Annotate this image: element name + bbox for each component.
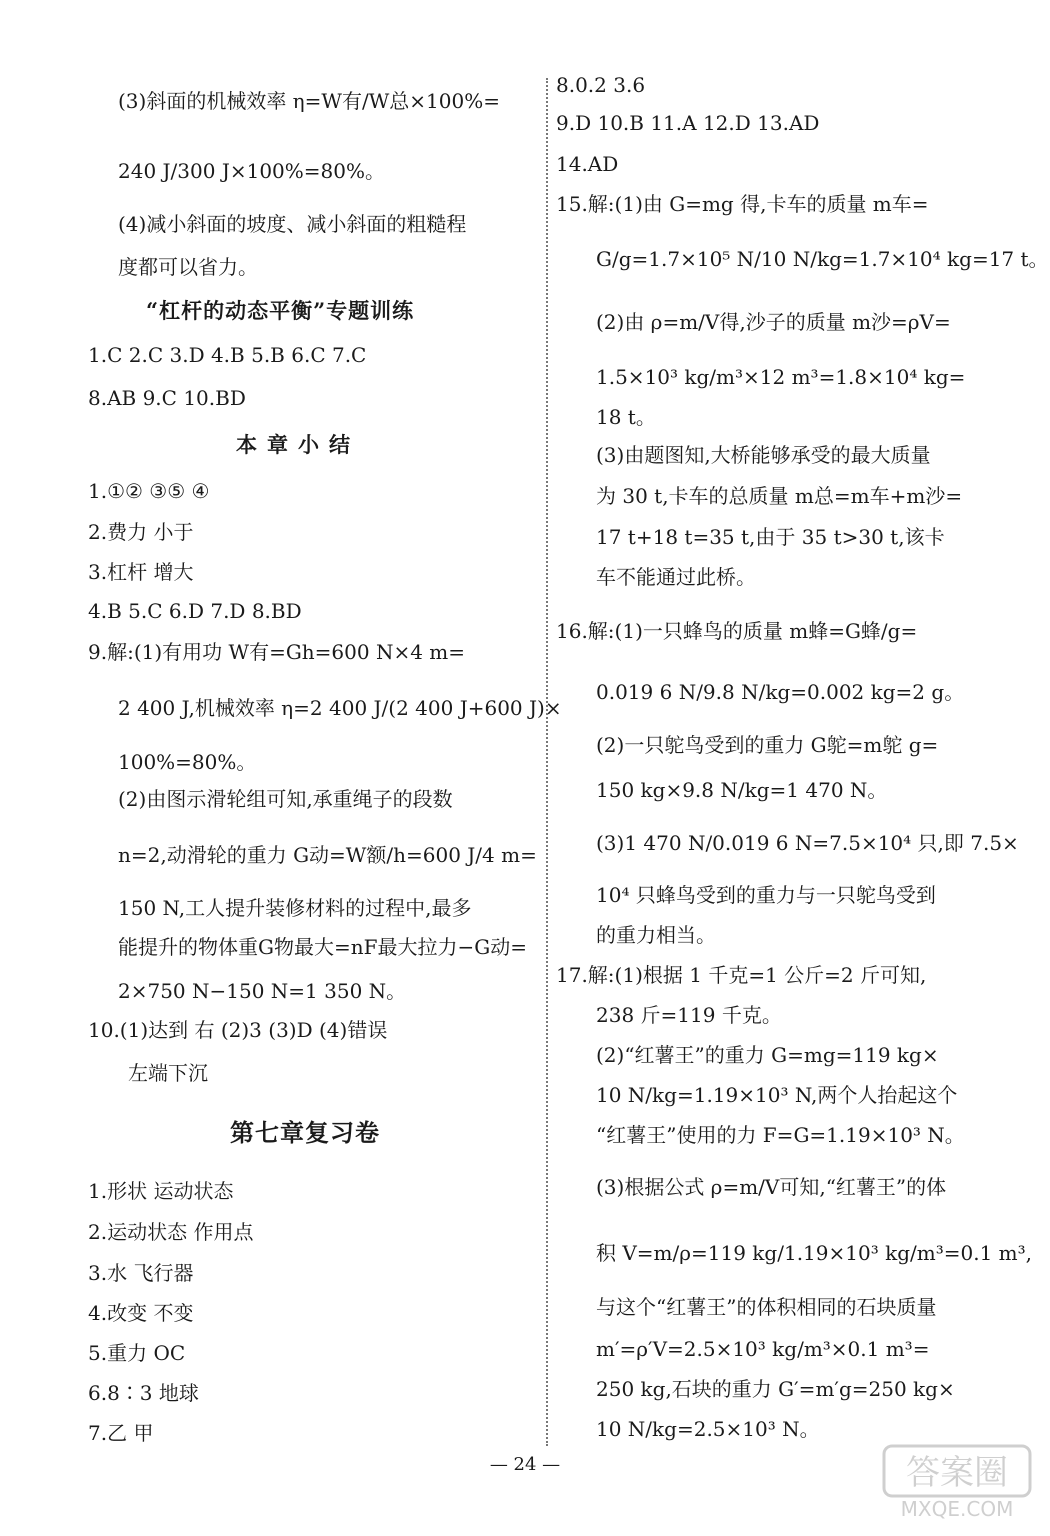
answer-line: 6.8∶3 地球 <box>88 1381 199 1405</box>
answer-line: (3)1 470 N/0.019 6 N=7.5×10⁴ 只,即 7.5× <box>596 831 1019 855</box>
answer-line: 0.019 6 N/9.8 N/kg=0.002 kg=2 g。 <box>596 680 965 704</box>
answer-line: 3.水 飞行器 <box>88 1261 194 1285</box>
answer-line: m′=ρ′V=2.5×10³ kg/m³×0.1 m³= <box>596 1337 930 1361</box>
section-heading: “杠杆的动态平衡”专题训练 <box>146 298 415 323</box>
page-number: — 24 — <box>489 1454 561 1475</box>
answer-line: 18 t。 <box>596 405 656 429</box>
answer-line: G/g=1.7×10⁵ N/10 N/kg=1.7×10⁴ kg=17 t。 <box>596 247 1049 271</box>
answer-line: 车不能通过此桥。 <box>596 565 756 589</box>
answer-line: 1.5×10³ kg/m³×12 m³=1.8×10⁴ kg= <box>596 365 966 389</box>
answer-line: 14.AD <box>556 152 619 176</box>
answer-line: 与这个“红薯王”的体积相同的石块质量 <box>596 1295 937 1319</box>
answer-line: 17.解:(1)根据 1 千克=1 公斤=2 斤可知, <box>556 963 927 987</box>
answer-line: 2 400 J,机械效率 η=2 400 J/(2 400 J+600 J)× <box>118 696 562 720</box>
answer-line: 8.AB 9.C 10.BD <box>88 386 246 410</box>
svg-text:答案圈: 答案圈 <box>906 1453 1008 1493</box>
answer-line: 15.解:(1)由 G=mg 得,卡车的质量 m车= <box>556 192 929 216</box>
answer-line: (3)由题图知,大桥能够承受的最大质量 <box>596 443 931 467</box>
answer-line: n=2,动滑轮的重力 G动=W额/h=600 J/4 m= <box>118 843 537 867</box>
answer-line: 1.形状 运动状态 <box>88 1179 234 1203</box>
answer-line: “红薯王”使用的力 F=G=1.19×10³ N。 <box>596 1123 965 1147</box>
answer-line: (4)减小斜面的坡度、减小斜面的粗糙程 <box>118 212 467 236</box>
answer-line: 2.费力 小于 <box>88 520 194 544</box>
answer-line: 250 kg,石块的重力 G′=m′g=250 kg× <box>596 1377 955 1401</box>
answer-line: 2×750 N−150 N=1 350 N。 <box>118 979 407 1003</box>
answer-line: 10 N/kg=1.19×10³ N,两个人抬起这个 <box>596 1083 958 1107</box>
answer-line: 238 斤=119 千克。 <box>596 1003 782 1027</box>
answer-line: 4.B 5.C 6.D 7.D 8.BD <box>88 599 302 623</box>
answer-line: 10 N/kg=2.5×10³ N。 <box>596 1417 820 1441</box>
answer-line: 2.运动状态 作用点 <box>88 1220 254 1244</box>
answer-line: 17 t+18 t=35 t,由于 35 t>30 t,该卡 <box>596 525 945 549</box>
answer-line: 1.①② ③⑤ ④ <box>88 479 210 503</box>
answer-line: 7.乙 甲 <box>88 1421 154 1445</box>
answer-line: (3)根据公式 ρ=m/V可知,“红薯王”的体 <box>596 1175 947 1199</box>
answer-line: 10.(1)达到 右 (2)3 (3)D (4)错误 <box>88 1018 388 1042</box>
answer-line: 150 N,工人提升装修材料的过程中,最多 <box>118 896 472 920</box>
answer-line: 10⁴ 只蜂鸟受到的重力与一只鸵鸟受到 <box>596 883 936 907</box>
answer-line: 度都可以省力。 <box>118 255 258 279</box>
answer-line: 9.解:(1)有用功 W有=Gh=600 N×4 m= <box>88 640 466 664</box>
answer-line: 积 V=m/ρ=119 kg/1.19×10³ kg/m³=0.1 m³, <box>596 1241 1032 1265</box>
section-heading: 本章小结 <box>236 432 360 457</box>
column-divider <box>546 78 548 1446</box>
svg-text:MXQE.COM: MXQE.COM <box>900 1497 1014 1521</box>
answer-line: 左端下沉 <box>128 1061 208 1085</box>
answer-line: 16.解:(1)一只蜂鸟的质量 m蜂=G蜂/g= <box>556 619 918 643</box>
answer-line: (2)一只鸵鸟受到的重力 G鸵=m鸵 g= <box>596 733 939 757</box>
answer-line: 5.重力 OC <box>88 1341 186 1365</box>
answer-line: 1.C 2.C 3.D 4.B 5.B 6.C 7.C <box>88 343 367 367</box>
answer-line: (2)由 ρ=m/V得,沙子的质量 m沙=ρV= <box>596 310 951 334</box>
chapter-title: 第七章复习卷 <box>230 1118 380 1147</box>
answer-line: (2)由图示滑轮组可知,承重绳子的段数 <box>118 787 453 811</box>
answer-line: 240 J/300 J×100%=80%。 <box>118 159 385 183</box>
answer-line: (3)斜面的机械效率 η=W有/W总×100%= <box>118 89 500 113</box>
answer-line: 9.D 10.B 11.A 12.D 13.AD <box>556 111 820 135</box>
answer-line: 4.改变 不变 <box>88 1301 194 1325</box>
answer-line: 150 kg×9.8 N/kg=1 470 N。 <box>596 778 888 802</box>
watermark-logo <box>882 1442 1032 1526</box>
answer-line: 能提升的物体重G物最大=nF最大拉力−G动= <box>118 935 527 959</box>
answer-line: 8.0.2 3.6 <box>556 73 646 97</box>
answer-line: 的重力相当。 <box>596 923 716 947</box>
answer-line: 为 30 t,卡车的总质量 m总=m车+m沙= <box>596 484 963 508</box>
answer-line: (2)“红薯王”的重力 G=mg=119 kg× <box>596 1043 939 1067</box>
answer-line: 100%=80%。 <box>118 750 257 774</box>
answer-line: 3.杠杆 增大 <box>88 560 194 584</box>
